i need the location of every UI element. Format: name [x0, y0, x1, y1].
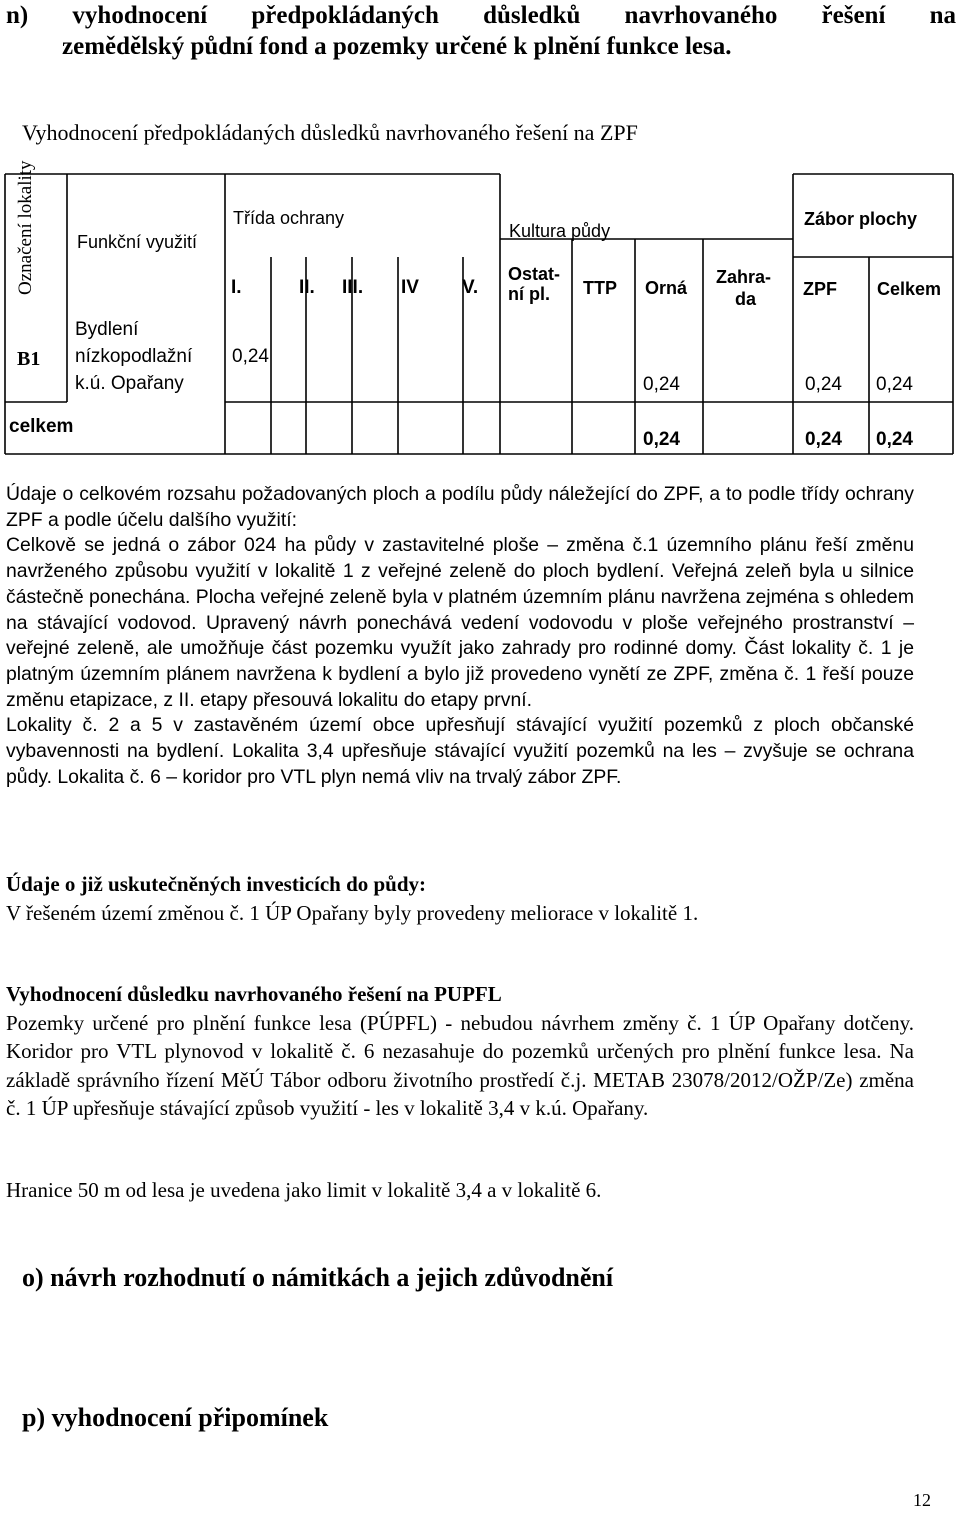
- row-b1-zahrada: 0,24: [643, 374, 680, 395]
- row-total-zpf: 0,24: [805, 429, 842, 450]
- header-class-4: IV: [401, 277, 419, 298]
- header-ostatni-b: ní pl.: [508, 284, 550, 304]
- section-p-heading: p) vyhodnocení připomínek: [22, 1403, 329, 1432]
- udaje-intro: Údaje o celkovém rozsahu požadovaných ploch a podílu půdy náležející do ZPF, a to podle třídy ochrany ZPF a podle účelu dalšího využití:: [6, 483, 914, 531]
- header-oznaceni: Označení lokality: [15, 160, 36, 295]
- heading-n-line2: zemědělský půdní fond a pozemky určené k plnění funkce lesa.: [62, 33, 732, 60]
- pupfl-limit: Hranice 50 m od lesa je uvedena jako limit v lokalitě 3,4 a v lokalitě 6.: [6, 1178, 602, 1202]
- udaje-paragraph-2: Lokality č. 2 a 5 v zastavěném území obce upřesňují stávající využití pozemků z ploch občanské vybavennosti na bydlení. Lokalita 3,4 upřesňuje stávající využití pozemků na les – zvyšuje se ochrana půdy. Lokalita č. 6 – koridor pro VTL plyn nemá vliv na trvalý zábor ZPF.: [6, 714, 914, 788]
- row-total-zahrada: 0,24: [643, 429, 680, 450]
- section-o-heading: o) návrh rozhodnutí o námitkách a jejich zdůvodnění: [22, 1263, 614, 1292]
- header-class-2: II.: [299, 277, 315, 298]
- row-b1-id: B1: [17, 348, 41, 370]
- row-b1-use-line1: Bydlení: [75, 319, 139, 340]
- pupfl-block: [6, 980, 914, 1123]
- row-b1-use-line3: k.ú. Opařany: [75, 373, 184, 394]
- header-zahrada-a: Zahra-: [716, 267, 772, 287]
- row-total-celkem: 0,24: [876, 429, 913, 450]
- row-b1-zpf: 0,24: [805, 374, 842, 395]
- row-b1-use-line2: nízkopodlažní: [75, 346, 193, 367]
- pupfl-text: Pozemky určené pro plnění funkce lesa (PÚPFL) - nebudou návrhem změny č. 1 ÚP Opařany dotčeny. Koridor pro VTL plynovod v lokalitě č. 6 nezasahuje do pozemků určených pro plnění funkce lesa. Na základě správního řízení MěÚ Tábor odboru životního prostředí č.j. METAB 23078/2012/OŽP/Ze) změna č. 1 ÚP upřesňuje stávající způsob využití - les v lokalitě 3,4 v k.ú. Opařany.: [6, 1010, 914, 1120]
- header-ttp: TTP: [583, 278, 617, 298]
- header-kultura: Kultura půdy: [509, 221, 611, 241]
- header-class-5: V.: [462, 277, 479, 298]
- investice-block: [6, 870, 914, 927]
- pupfl-title: Vyhodnocení důsledku navrhovaného řešení na PUPFL: [6, 982, 502, 1006]
- table-title: Vyhodnocení předpokládaných důsledků navrhovaného řešení na ZPF: [22, 120, 638, 145]
- heading-n-line1: n) vyhodnocení předpokládaných důsledků navrhovaného řešení na: [6, 2, 956, 29]
- investice-title: Údaje o již uskutečněných investicích do půdy:: [6, 872, 427, 896]
- header-zpf: ZPF: [803, 279, 837, 299]
- udaje-paragraph-1: Celkově se jedná o zábor 024 ha půdy v zastavitelné ploše – změna č.1 územního plánu řeší změnu navrženého způsobu využití v lokalitě 1 z veřejné zeleně do ploch bydlení. Veřejná zeleň byla u silnice částečně ponechána. Plocha veřejné zeleně byla v platném územním plánu navržena zejména s ohledem na stávající vodovod. Upravený návrh ponechává vedení vodovodu v ploše veřejného prostranství – veřejné zeleně, ale umožňuje část pozemku využít jako zahrady pro rodinné domy. Část lokality č. 1 je platným územním plánem navržena k bydlení a bylo již provedeno vynětí ze ZPF, změna č. 1 řeší pouze změnu etapizace, z II. etapy přesouvá lokalitu do etapy první.: [6, 534, 914, 711]
- header-funkcni: Funkční využití: [77, 232, 198, 252]
- header-ostatni-a: Ostat-: [508, 264, 561, 284]
- header-class-3: III.: [342, 277, 364, 298]
- header-zabor: Zábor plochy: [804, 209, 918, 229]
- investice-text: V řešeném území změnou č. 1 ÚP Opařany byly provedeny meliorace v lokalitě 1.: [6, 900, 699, 925]
- header-zahrada-b: da: [735, 289, 757, 309]
- header-celkem-col: Celkem: [877, 279, 942, 299]
- row-b1-celkem: 0,24: [876, 374, 913, 395]
- zpf-table: [3, 160, 955, 455]
- page-number: 12: [913, 1490, 931, 1510]
- header-class-1: I.: [231, 277, 242, 298]
- row-b1-class-1: 0,24: [232, 346, 269, 367]
- row-total-label: celkem: [9, 416, 74, 437]
- header-orna: Orná: [645, 278, 688, 298]
- udaje-block: [6, 482, 914, 790]
- header-trida: Třída ochrany: [233, 208, 345, 228]
